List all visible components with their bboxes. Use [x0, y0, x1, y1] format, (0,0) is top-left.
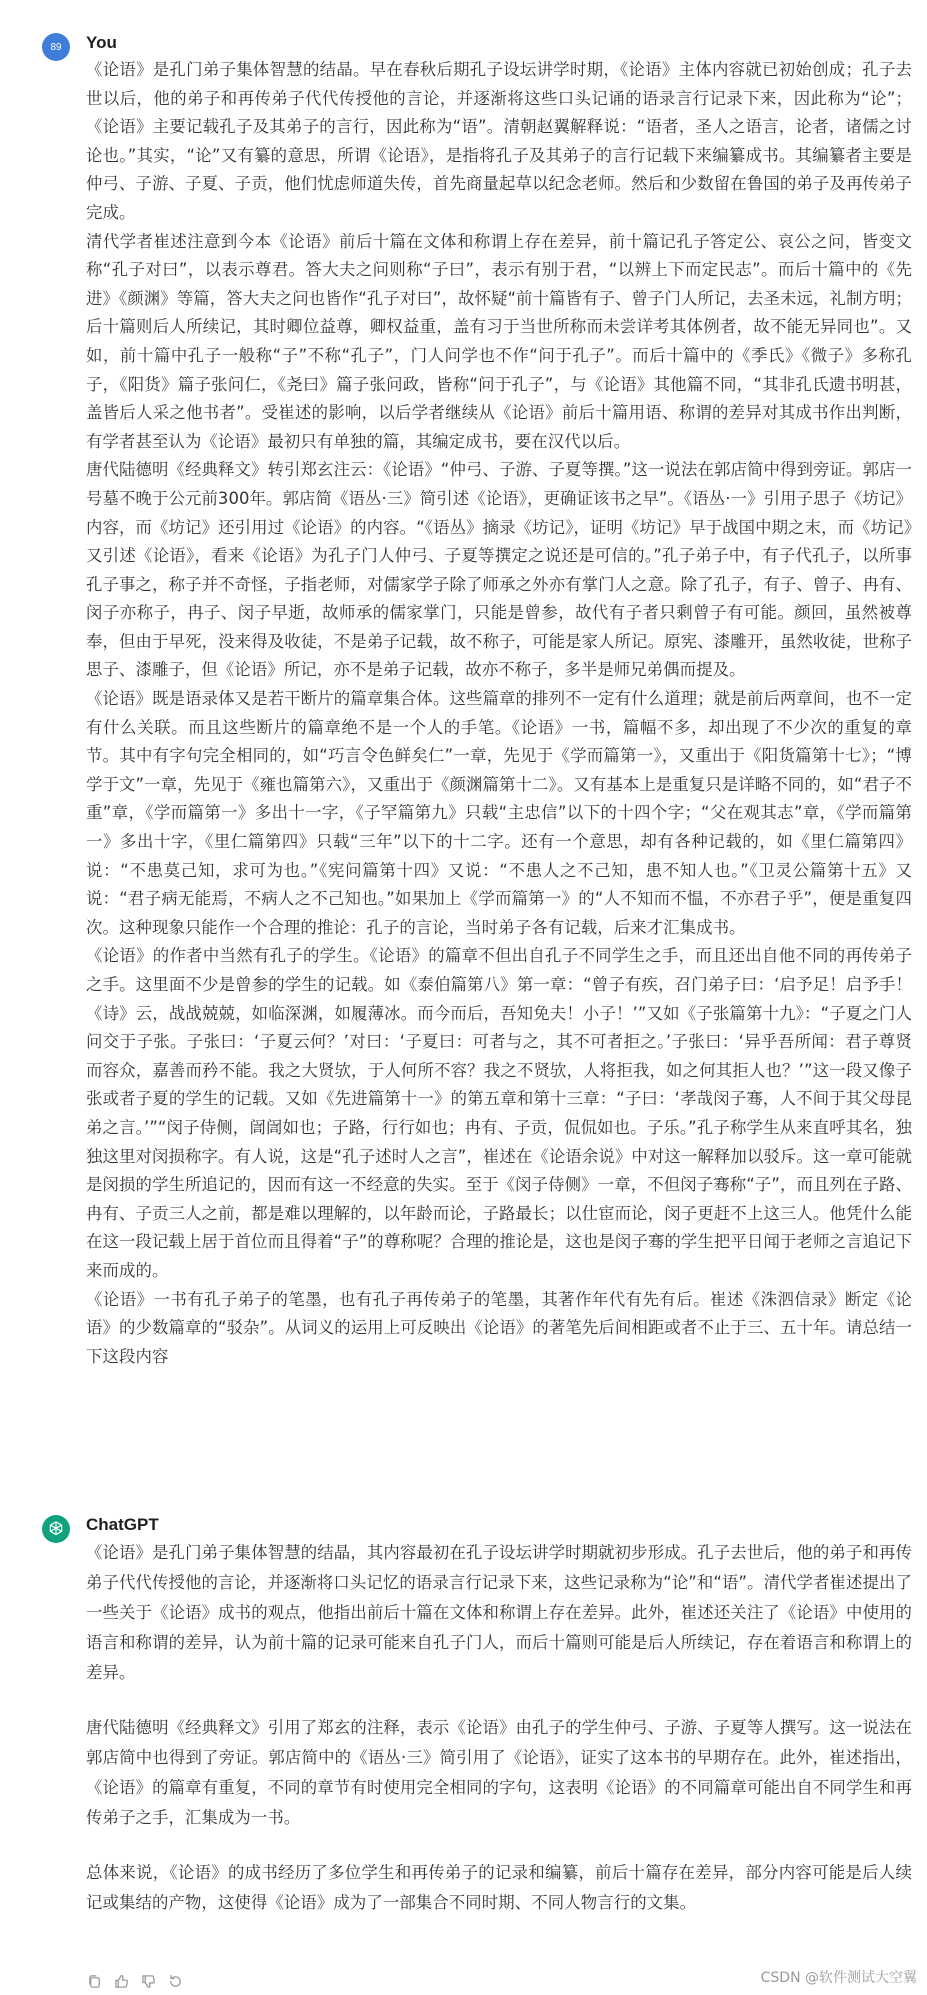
user-paragraph: 《论语》既是语录体又是若干断片的篇章集合体。这些篇章的排列不一定有什么道理；就是前后两章间，也不一定有什么关联。而且这些断片的篇章绝不是一个人的手笔。《论语》一书，篇幅不多，却出现了不少次的重复的章节。其中有字句完全相同的，如“巧言令色鲜矣仁”一章，先见于《学而篇第一》，又重出于《阳货篇第十七》；“博学于文”一章，先见于《雍也篇第六》，又重出于《颜渊篇第十二》。又有基本上是重复只是详略不同的，如“君子不重”章，《学而篇第一》多出十一字，《子罕篇第九》只载“主忠信”以下的十四个字；“父在观其志”章，《学而篇第一》多出十字，《里仁篇第四》只载“三年”以下的十二字。还有一个意思，却有各种记载的，如《里仁篇第四》说：“不患莫己知，求可为也。”《宪问篇第十四》又说：“不患人之不己知，患不知人也。”《卫灵公篇第十五》又说：“君子病无能焉，不病人之不己知也。”如果加上《学而篇第一》的“人不知而不愠，不亦君子乎”，便是重复四次。这种现象只能作一个合理的推论：孔子的言论，当时弟子各有记载，后来才汇集成书。: [86, 689, 912, 937]
assistant-paragraph: 唐代陆德明《经典释文》引用了郑玄的注释，表示《论语》由孔子的学生仲弓、子游、子夏等人撰写。这一说法在郭店简中也得到了旁证。郭店简中的《语丛·三》简引用了《论语》，证实了这本书的早期存在。此外，崔述指出，《论语》的篇章有重复，不同的章节有时使用完全相同的字句，这表明《论语》的不同篇章可能出自不同学生和再传弟子之手，汇集成为一书。: [86, 1718, 912, 1827]
user-avatar-text: 89: [50, 41, 62, 53]
user-paragraph: 唐代陆德明《经典释文》转引郑玄注云：《论语》“仲弓、子游、子夏等撰。”这一说法在郭店简中得到旁证。郭店一号墓不晚于公元前300年。郭店简《语丛·三》简引述《论语》，更确证该书之早”。《语丛·一》引用子思子《坊记》内容，而《坊记》还引用过《论语》的内容。“《语丛》摘录《坊记》，证明《坊记》早于战国中期之末，而《坊记》又引述《论语》，看来《论语》为孔子门人仲弓、子夏等撰定之说还是可信的。”孔子弟子中，有子代孔子，以所事孔子事之，称子并不奇怪，子指老师，对儒家学子除了师承之外亦有掌门人之意。除了孔子，有子、曾子、冉有、闵子亦称子，冉子、闵子早逝，故师承的儒家掌门，只能是曾参，故代有子者只剩曾子有可能。颜回，虽然被尊奉，但由于早死，没来得及收徒，不是弟子记载，故不称子，可能是家人所记。原宪、漆雕开，虽然收徒，世称子思子、漆雕子，但《论语》所记，亦不是弟子记载，故亦不称子，多半是师兄弟偶而提及。: [86, 460, 912, 680]
assistant-paragraph: 总体来说，《论语》的成书经历了多位学生和再传弟子的记录和编纂，前后十篇存在差异，部分内容可能是后人续记或集结的产物，这使得《论语》成为了一部集合不同时期、不同人物言行的文集。: [86, 1863, 912, 1912]
user-author-name: You: [86, 33, 117, 52]
copy-icon[interactable]: [86, 1973, 103, 1990]
user-message: [42, 30, 912, 1371]
message-actions: [86, 1972, 184, 1990]
user-paragraph: 《论语》是孔门弟子集体智慧的结晶。早在春秋后期孔子设坛讲学时期，《论语》主体内容就已初始创成；孔子去世以后，他的弟子和再传弟子代代传授他的言论，并逐渐将这些口头记诵的语录言行记录下来，因此称为“论”；《论语》主要记载孔子及其弟子的言行，因此称为“语”。清朝赵翼解释说：“语者，圣人之语言，论者，诸儒之讨论也。”其实，“论”又有纂的意思，所谓《论语》，是指将孔子及其弟子的言行记载下来编纂成书。其编纂者主要是仲弓、子游、子夏、子贡，他们忧虑师道失传，首先商量起草以纪念老师。然后和少数留在鲁国的弟子及再传弟子完成。: [86, 60, 912, 222]
thumbs-down-icon[interactable]: [140, 1973, 157, 1990]
assistant-message-content: [86, 1512, 912, 1918]
user-message-text: [86, 56, 912, 1371]
user-avatar: [42, 33, 70, 61]
assistant-paragraph: 《论语》是孔门弟子集体智慧的结晶，其内容最初在孔子设坛讲学时期就初步形成。孔子去世后，他的弟子和再传弟子代代传授他的言论，并逐渐将口头记忆的语录言行记录下来，这些记录称为“论”和“语”。清代学者崔述提出了一些关于《论语》成书的观点，他指出前后十篇在文体和称谓上存在差异。此外，崔述还关注了《论语》中使用的语言和称谓的差异，认为前十篇的记录可能来自孔子门人，而后十篇则可能是后人所续记，存在着语言和称谓上的差异。: [86, 1543, 912, 1682]
thumbs-up-icon[interactable]: [113, 1973, 130, 1990]
user-message-content: [86, 30, 912, 1371]
assistant-message-text: [86, 1538, 912, 1918]
assistant-author-name: ChatGPT: [86, 1515, 159, 1534]
assistant-message: [42, 1512, 912, 1918]
user-paragraph: 清代学者崔述注意到今本《论语》前后十篇在文体和称谓上存在差异，前十篇记孔子答定公、哀公之问，皆变文称“孔子对曰”，以表示尊君。答大夫之问则称“子曰”，表示有别于君，“以辨上下而定民志”。而后十篇中的《先进》《颜渊》等篇，答大夫之问也皆作“孔子对曰”，故怀疑“前十篇皆有子、曾子门人所记，去圣未远，礼制方明；后十篇则后人所续记，其时卿位益尊，卿权益重，盖有习于当世所称而未尝详考其体例者，故不能无异同也”。又如，前十篇中孔子一般称“子”不称“孔子”，门人问学也不作“问于孔子”。而后十篇中的《季氏》《微子》多称孔子，《阳货》篇子张问仁，《尧曰》篇子张问政，皆称“问于孔子”，与《论语》其他篇不同，“其非孔氏遗书明甚，盖皆后人采之他书者”。受崔述的影响，以后学者继续从《论语》前后十篇用语、称谓的差异对其成书作出判断，有学者甚至认为《论语》最初只有单独的篇，其编定成书，要在汉代以后。: [86, 231, 912, 451]
user-paragraph: 《论语》的作者中当然有孔子的学生。《论语》的篇章不但出自孔子不同学生之手，而且还出自他不同的再传弟子之手。这里面不少是曾参的学生的记载。如《泰伯篇第八》第一章：“曾子有疾，召门弟子曰：‘启予足！启予手！《诗》云，战战兢兢，如临深渊，如履薄冰。而今而后，吾知免夫！小子！’”又如《子张篇第十九》：“子夏之门人问交于子张。子张曰：‘子夏云何？’对曰：‘子夏曰：可者与之，其不可者拒之。’子张曰：‘异乎吾所闻：君子尊贤而容众，嘉善而矜不能。我之大贤欤，于人何所不容？我之不贤欤，人将拒我，如之何其拒人也？’”这一段又像子张或者子夏的学生的记载。又如《先进篇第十一》的第五章和第十三章：“子曰：‘孝哉闵子骞，人不间于其父母昆弟之言。’”“闵子侍侧，訚訚如也；子路，行行如也；冉有、子贡，侃侃如也。子乐。”孔子称学生从来直呼其名，独独这里对闵损称字。有人说，这是“孔子述时人之言”，崔述在《论语余说》中对这一解释加以驳斥。这一章可能就是闵损的学生所追记的，因而有这一不经意的失实。至于《闵子侍侧》一章，不但闵子骞称“子”，而且列在子路、冉有、子贡三人之前，都是难以理解的，以年龄而论，子路最长；以仕宦而论，闵子更赶不上这三人。他凭什么能在这一段记载上居于首位而且得着“子”的尊称呢？合理的推论是，这也是闵子骞的学生把平日闻于老师之言追记下来而成的。: [86, 946, 912, 1280]
user-paragraph: 《论语》一书有孔子弟子的笔墨，也有孔子再传弟子的笔墨，其著作年代有先有后。崔述《洙泗信录》断定《论语》的少数篇章的“驳杂”。从词义的运用上可反映出《论语》的著笔先后间相距或者不止于三、五十年。请总结一下这段内容: [86, 1289, 912, 1366]
chatgpt-logo-icon: [42, 1515, 70, 1543]
regenerate-icon[interactable]: [167, 1973, 184, 1990]
csdn-watermark: CSDN @软件测试大空翼: [760, 1970, 917, 1986]
